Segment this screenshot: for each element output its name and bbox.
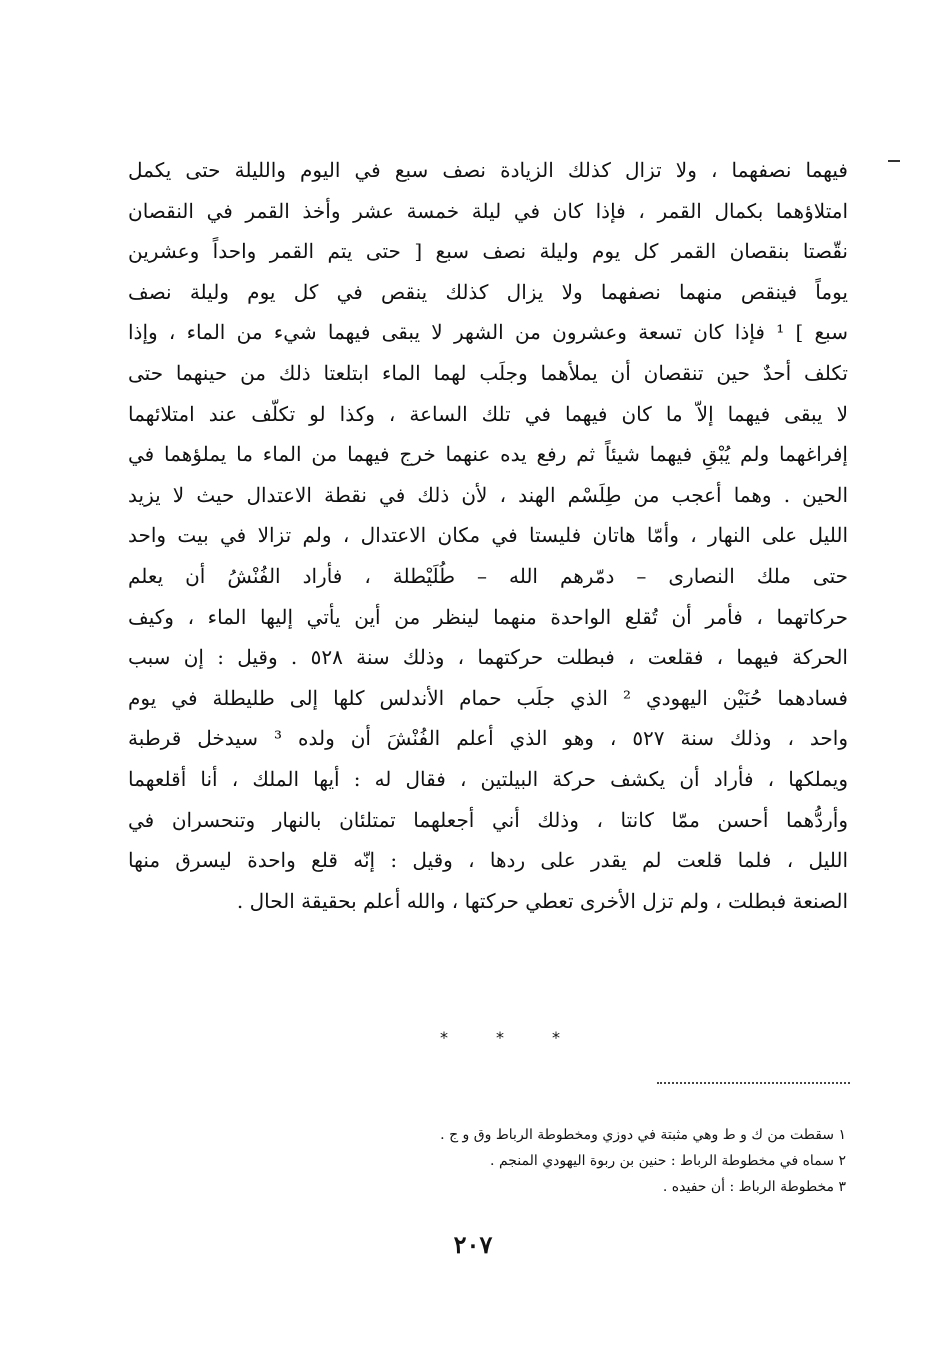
text-line-18: الليل ، فلما قلعت لم يقدر على ردها ، وقيل : إنّه قلع واحدة ليسرق منها [128, 848, 848, 873]
text-line-17: وأردُّهما أحسن ممّا كانتا ، وذلك أني أجعلهما تمتلئان بالنهار وتنحسران في [128, 807, 848, 832]
text-line-2: امتلاؤهما بكمال القمر ، فإذا كان في ليلة خمسة عشر وأخذ القمر في النقصان [128, 198, 848, 223]
text-line-3: نقّصتا بنقصان القمر كل يوم وليلة نصف سبع [ حتى يتم القمر واحداً وعشرين [128, 239, 848, 264]
separator-star-3: * [552, 1028, 560, 1047]
text-line-19: الصنعة فبطلت ، ولم تزل الأخرى تعطي حركتها ، والله أعلم بحقيقة الحال . [236, 888, 848, 913]
text-line-13: الحركة فيهما ، فقلعت ، فبطلت حركتهما ، وذلك سنة ٥٢٨ . وقيل : إن سبب [128, 645, 848, 670]
main-text-block [128, 150, 848, 921]
text-line-9: الحين . وهما أعجب من طِلَسْم الهند ، لأن ذلك في نقطة الاعتدال حيث لا يزيد [128, 482, 848, 507]
footnote-2: ٢ سماه في مخطوطة الرباط : حنين بن ربوة اليهودي المنجم . [490, 1153, 846, 1169]
margin-dash-mark [888, 160, 900, 162]
text-line-1: فيهما نصفهما ، ولا تزال كذلك الزيادة نصف سبع في اليوم والليلة حتى يكمل [128, 158, 848, 182]
footnote-3: ٣ مخطوطة الرباط : أن حفيده . [662, 1179, 846, 1195]
separator-star-2: * [496, 1028, 504, 1047]
section-separator [440, 1028, 560, 1048]
text-line-15: واحد ، وذلك سنة ٥٢٧ ، وهو الذي أعلم الفُنْشَ أن ولده ³ سيدخل قرطبة [128, 726, 848, 751]
text-line-16: ويملكها ، فأراد أن يكشف حركة البيلتين ، فقال له : أيها الملك ، أنا أقلعهما [128, 766, 848, 791]
text-line-12: حركاتهما ، فأمر أن تُقلع الواحدة منهما لينظر من أين يأتي إليها الماء ، وكيف [128, 604, 848, 629]
footnotes-block [300, 1122, 846, 1200]
page-number: ٢٠٧ [453, 1230, 493, 1259]
text-line-5: سبع ] ¹ فإذا كان تسعة وعشرون من الشهر لا يبقى فيهما شيء من الماء ، وإذا [128, 320, 848, 345]
text-line-6: تكلف أحدٌ حين تنقصان أن يملأهما وجلَب لهما الماء ابتلعتا ذلك من حينهما حتى [128, 360, 848, 385]
text-line-11: حتى ملك النصارى – دمّرهم الله – طُلَيْطلة ، فأراد الفُنْشُ أن يعلم [128, 563, 848, 588]
footnote-divider [657, 1082, 850, 1084]
text-line-7: لا يبقى فيهما إلاّ ما كان فيهما في تلك الساعة ، وكذا لو تكلّف عند امتلائهما [128, 401, 848, 426]
text-line-14: فسادهما حُنَيْن اليهودي ² الذي جلَب حمام الأندلس كلها إلى طليطلة في يوم [128, 685, 848, 710]
footnote-1: ١ سقطت من ك و ط وهي مثبتة في دوزي ومخطوطة الرباط وق و ج . [440, 1127, 846, 1143]
text-line-10: الليل على النهار ، وأمّا هاتان فليستا في مكان الاعتدال ، ولم تزالا في بيت واحد [128, 523, 848, 548]
text-line-4: يوماً فينقص منهما نصفهما ولا يزال كذلك ينقص في كل يوم وليلة نصف [128, 279, 848, 304]
text-line-8: إفراغهما ولم يُبْقِ فيهما شيئاً ثم رفع يده عنهما خرج فيهما من الماء ما يملؤهما في [128, 442, 848, 467]
separator-star-1: * [440, 1028, 448, 1047]
